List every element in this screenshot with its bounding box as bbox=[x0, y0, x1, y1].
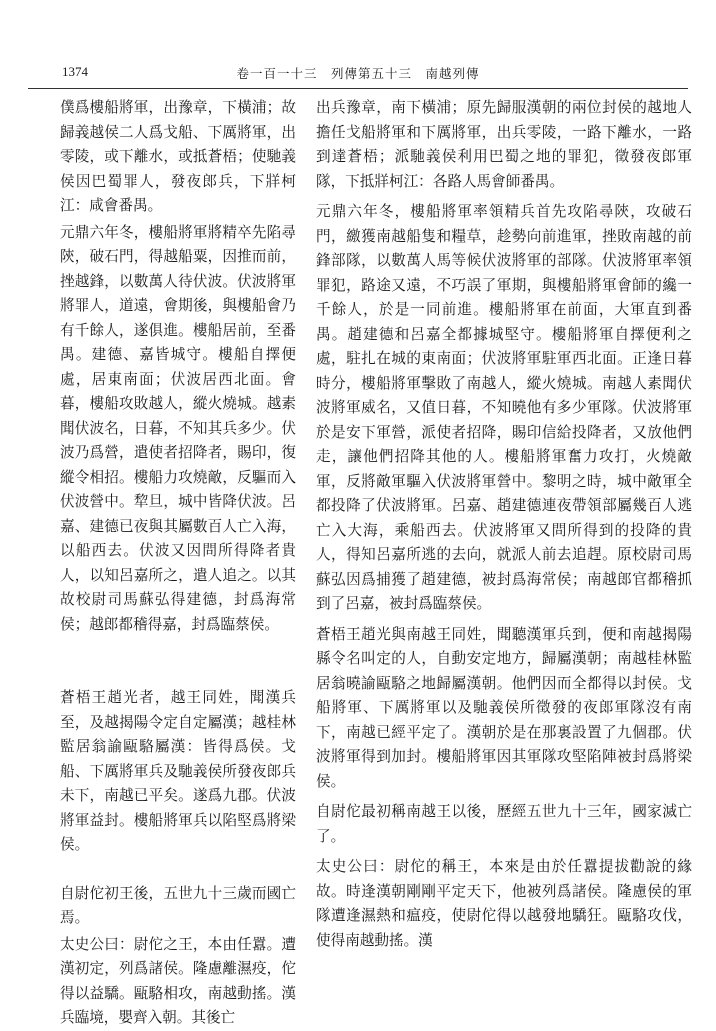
right-paragraph-3: 蒼梧王趙光與南越王同姓，聞聽漢軍兵到，便和南越揭陽縣令名叫定的人，自動安定地方，歸屬漢朝；南越桂林監居翁曉諭甌駱之地歸屬漢朝。他們因而全都得以封侯。戈船將軍、下厲將軍以及馳義侯所徵發的夜郎軍隊沒有南下，南越已經平定了。漢朝於是在那裏設置了九個郡。伏波將軍得到加封。樓船將軍因其軍隊攻堅陷陣被封爲將梁侯。 bbox=[316, 625, 692, 790]
page-header bbox=[28, 64, 688, 86]
right-paragraph-5: 太史公曰：尉佗的稱王，本來是由於任囂提拔勸說的緣故。時逢漢朝剛剛平定天下，他被列爲諸侯。隆慮侯的軍隊遭逢濕熱和瘟疫，使尉佗得以越發地驕狂。甌駱攻伐，使得南越動搖。漢 bbox=[316, 858, 692, 949]
header-rule bbox=[28, 88, 688, 89]
left-column-classical-text bbox=[60, 96, 296, 1031]
right-paragraph-1: 出兵豫章，南下橫浦；原先歸服漢朝的兩位封侯的越地人擔任戈船將軍和下厲將軍，出兵零陵，一路下離水，一路到達蒼梧；派馳義侯利用巴蜀之地的罪犯，徵發夜郎軍隊，下抵牂柯江：各路人馬會師番禺。 bbox=[316, 99, 692, 190]
right-paragraph-2: 元鼎六年冬，樓船將軍率領精兵首先攻陷尋陝，攻破石門，繳獲南越船隻和糧草，趁勢向前進軍，挫敗南越的前鋒部隊，以數萬人馬等候伏波將軍的部隊。伏波將軍率領罪犯，路途又遠，不巧誤了軍期，與樓船將軍會師的纔一千餘人，於是一同前進。樓船將軍在前面，大軍直到番禺。趙建德和呂嘉全都據城堅守。樓船將軍自擇便利之處，駐扎在城的東南面；伏波將軍駐軍西北面。正逢日暮時分，樓船將軍擊敗了南越人，縱火燒城。南越人素聞伏波將軍威名，又值日暮，不知曉他有多少軍隊。伏波將軍於是安下軍營，派使者招降，賜印信給投降者，又放他們走，讓他們招降其他的人。樓船將軍奮力攻打，火燒敵軍，反將敵軍驅入伏波將軍營中。黎明之時，城中敵軍全都投降了伏波將軍。呂嘉、趙建德連夜帶領部屬幾百人逃亡入大海，乘船西去。伏波將軍又問所得到的投降的貴人，得知呂嘉所逃的去向，就派人前去追趕。原校尉司馬蘇弘因爲捕獲了趙建德，被封爲海常侯；南越郎官都稽抓到了呂嘉，被封爲臨蔡侯。 bbox=[316, 203, 692, 612]
left-paragraph-2: 元鼎六年冬，樓船將軍將精卒先陷尋陝，破石門，得越船粟，因推而前，挫越鋒，以數萬人待伏波。伏波將軍將罪人，道遠，會期後，與樓船會乃有千餘人，遂俱進。樓船居前，至番禺。建德、嘉皆城守。樓船自擇便處，居東南面；伏波居西北面。會暮，樓船攻敗越人，縱火燒城。越素聞伏波名，日暮，不知其兵多少。伏波乃爲營，遣使者招降者，賜印，復縱令相招。樓船力攻燒敵，反驅而入伏波營中。犂旦，城中皆降伏波。呂嘉、建德已夜與其屬數百人亡入海，以船西去。伏波又因問所得降者貴人，以知呂嘉所之，遣人追之。以其故校尉司馬蘇弘得建德，封爲海常侯；越郎都稽得嘉，封爲臨蔡侯。 bbox=[60, 223, 296, 633]
right-paragraph-4: 自尉佗最初稱南越王以後，歷經五世九十三年，國家滅亡了。 bbox=[316, 803, 692, 845]
spacer bbox=[60, 637, 296, 686]
left-paragraph-4: 自尉佗初王後，五世九十三歲而國亡焉。 bbox=[60, 884, 296, 926]
page-number: 1374 bbox=[62, 64, 88, 79]
left-paragraph-1: 僕爲樓船將軍，出豫章，下橫浦；故歸義越侯二人爲戈船、下厲將軍，出零陵，或下離水，或抵蒼梧；使馳義侯因巴蜀罪人，發夜郎兵，下牂柯江：咸會番禺。 bbox=[60, 99, 296, 214]
spacer bbox=[60, 858, 296, 882]
left-paragraph-3: 蒼梧王趙光者，越王同姓，聞漢兵至，及越揭陽令定自定屬漢；越桂林監居翁諭甌駱屬漢：皆得爲侯。戈船、下厲將軍兵及馳義侯所發夜郎兵未下，南越已平矣。遂爲九郡。伏波將軍益封。樓船將軍兵以陷堅爲將梁侯。 bbox=[60, 689, 296, 853]
running-title: 卷一百一十三 列傳第五十三 南越列傳 bbox=[236, 66, 480, 81]
right-column-translation-text bbox=[316, 96, 692, 953]
left-paragraph-5: 太史公曰：尉佗之王，本由任囂。遭漢初定，列爲諸侯。隆慮離濕疫，佗得以益驕。甌駱相攻，南越動搖。漢兵臨境，嬰齊入朝。其後亡 bbox=[60, 935, 296, 1026]
